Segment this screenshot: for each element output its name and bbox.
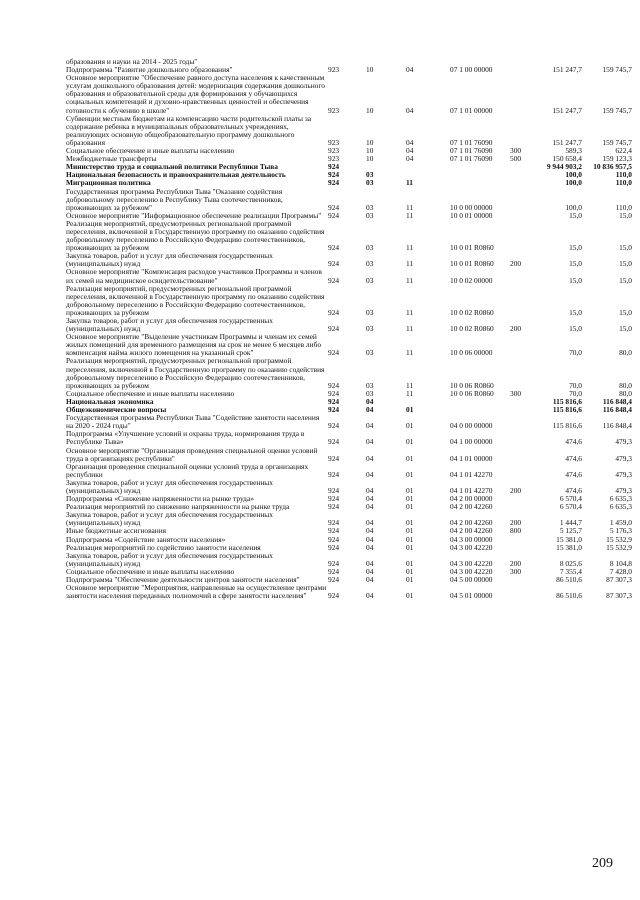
- row-expense-type: 200: [510, 518, 522, 528]
- row-amount-2021: 15,0: [569, 210, 582, 220]
- row-expense-type: 800: [510, 526, 522, 536]
- row-name: Подпрограмма «Снижение напряженности на рынке труда»: [66, 494, 254, 504]
- row-expense-type: 200: [510, 558, 522, 568]
- row-target-item: 04 2 00 42260: [450, 502, 493, 512]
- row-expense-type: 200: [510, 485, 522, 495]
- row-name: Субвенции местным бюджетам на компенсацию части родительской платы за содержание ребенка в муниципальных образовательных учреждениях, реализующих основную общеобразовательную программу дошкольного образования: [66, 113, 312, 147]
- row-amount-2021: 6 570,4: [559, 494, 582, 504]
- row-section: 03: [366, 307, 374, 317]
- row-subsection: 11: [406, 275, 414, 285]
- row-ministry-code: 924: [328, 405, 340, 415]
- row-target-item: 04 2 00 00000: [450, 494, 493, 504]
- row-ministry-code: 924: [328, 380, 340, 390]
- row-amount-2022: 7 428,0: [609, 566, 632, 576]
- row-target-item: 04 1 00 00000: [450, 437, 493, 447]
- row-subsection: 01: [406, 534, 414, 544]
- row-subsection: 11: [406, 243, 414, 253]
- row-ministry-code: 924: [328, 243, 340, 253]
- row-name: Реализация мероприятий, предусмотренных региональной программой переселения, включенной в Государственную программу по оказанию содействия добровольному переселению в Российскую Федерацию соотечественников, проживающих за рубежом: [66, 356, 325, 390]
- row-expense-type: 200: [510, 324, 522, 334]
- row-section: 03: [366, 202, 374, 212]
- row-ministry-code: 924: [328, 518, 340, 528]
- row-target-item: 04 3 00 42220: [450, 566, 493, 576]
- row-subsection: 04: [406, 65, 414, 75]
- row-amount-2021: 115 816,6: [552, 396, 582, 406]
- row-subsection: 11: [406, 348, 414, 358]
- row-name: Закупка товаров, работ и услуг для обеспечения государственных (муниципальных) нужд: [66, 510, 273, 528]
- row-section: 04: [366, 558, 374, 568]
- row-section: 10: [366, 146, 374, 156]
- row-amount-2021: 15,0: [569, 259, 582, 269]
- row-target-item: 07 1 01 76090: [450, 146, 493, 156]
- row-amount-2022: 87 307,3: [606, 575, 632, 584]
- row-amount-2021: 6 570,4: [559, 502, 582, 512]
- row-ministry-code: 924: [328, 534, 340, 544]
- row-ministry-code: 924: [328, 396, 340, 406]
- row-section: 03: [366, 348, 374, 358]
- row-section: 04: [366, 566, 374, 576]
- row-ministry-code: 924: [328, 494, 340, 504]
- row-name: Межбюджетные трансферты: [66, 154, 157, 164]
- row-target-item: 04 3 00 42220: [450, 542, 493, 552]
- row-amount-2021: 70,0: [569, 380, 582, 390]
- row-subsection: 01: [406, 566, 414, 576]
- row-section: 03: [366, 388, 374, 398]
- row-section: 03: [366, 170, 374, 180]
- row-ministry-code: 923: [328, 105, 340, 115]
- row-name: Иные бюджетные ассигнования: [66, 526, 167, 536]
- table-row: [66, 413, 632, 431]
- table-row: [66, 218, 632, 253]
- row-subsection: 01: [406, 494, 414, 504]
- row-name: Социальное обеспечение и иные выплаты населению: [66, 388, 235, 398]
- row-amount-2022: 80,0: [619, 388, 632, 398]
- row-amount-2022: 15,0: [619, 243, 632, 253]
- row-amount-2022: 116 848,4: [602, 421, 632, 431]
- row-subsection: 01: [406, 558, 414, 568]
- row-name: Общеэкономические вопросы: [66, 405, 167, 415]
- row-amount-2022: 87 307,3: [606, 591, 632, 601]
- row-target-item: 10 0 02 R0860: [450, 324, 494, 334]
- row-subsection: 01: [406, 575, 414, 584]
- row-name: Подпрограмма «Содействие занятости населения»: [66, 534, 226, 544]
- row-ministry-code: 924: [328, 502, 340, 512]
- row-amount-2022: 15,0: [619, 307, 632, 317]
- table-row: [66, 73, 632, 115]
- row-amount-2022: 1 459,0: [609, 518, 632, 528]
- row-amount-2021: 474,6: [565, 437, 582, 447]
- row-name: Основное мероприятие "Мероприятия, направленные на осуществление центрами занятости населения переданных полномочий в сфере занятости населения": [66, 583, 327, 601]
- row-section: 04: [366, 396, 374, 406]
- row-target-item: 10 0 01 R0860: [450, 243, 494, 253]
- row-target-item: 04 2 00 42260: [450, 518, 493, 528]
- row-expense-type: 300: [510, 388, 522, 398]
- row-amount-2022: 479,3: [615, 469, 632, 479]
- page-number: 209: [592, 856, 613, 871]
- row-target-item: 07 1 01 00000: [450, 105, 493, 115]
- row-amount-2022: 479,3: [615, 437, 632, 447]
- row-amount-2021: 15,0: [569, 243, 582, 253]
- row-ministry-code: 924: [328, 388, 340, 398]
- row-section: 04: [366, 437, 374, 447]
- row-target-item: 10 0 01 R0860: [450, 259, 494, 269]
- row-target-item: 10 0 06 R0860: [450, 388, 494, 398]
- row-subsection: 01: [406, 453, 414, 463]
- row-name: Государственная программа Республики Тыва "Оказание содействия добровольному переселению в Республику Тыва соотечественников, проживающих за рубежом": [66, 186, 283, 212]
- row-section: 10: [366, 137, 374, 147]
- row-subsection: 04: [406, 146, 414, 156]
- row-ministry-code: 924: [328, 542, 340, 552]
- row-target-item: 10 0 02 R0860: [450, 307, 494, 317]
- row-ministry-code: 924: [328, 453, 340, 463]
- row-amount-2022: 110,0: [615, 202, 632, 212]
- row-subsection: 11: [406, 202, 414, 212]
- row-ministry-code: 924: [328, 170, 340, 180]
- table-row: [66, 429, 632, 447]
- table-row: [66, 356, 632, 390]
- row-amount-2021: 86 510,6: [556, 575, 582, 584]
- row-target-item: 04 5 00 00000: [450, 575, 493, 584]
- row-amount-2022: 10 836 957,5: [593, 162, 632, 172]
- row-amount-2021: 15,0: [569, 324, 582, 334]
- row-section: 04: [366, 502, 374, 512]
- row-amount-2021: 151 247,7: [552, 137, 582, 147]
- row-target-item: 04 1 01 42270: [450, 485, 493, 495]
- row-ministry-code: 923: [328, 65, 340, 75]
- row-section: 04: [366, 494, 374, 504]
- row-section: 04: [366, 591, 374, 601]
- table-row: [66, 550, 632, 568]
- row-subsection: 01: [406, 405, 414, 415]
- row-target-item: 10 0 06 00000: [450, 348, 493, 358]
- row-target-item: 07 1 01 76090: [450, 137, 493, 147]
- row-name: Национальная безопасность и правоохранительная деятельность: [66, 170, 286, 180]
- row-name: Подпрограмма «Улучшение условий и охраны труда, нормирования труда в Республике Тыва»: [66, 429, 305, 447]
- row-target-item: 04 1 01 42270: [450, 469, 493, 479]
- row-amount-2021: 15,0: [569, 275, 582, 285]
- row-subsection: 04: [406, 137, 414, 147]
- table-row: [66, 251, 632, 269]
- row-name: Основное мероприятие "Выделение участникам Программы и членам их семей жилых помещений для временного размещения на срок не менее 6 месяцев либо компенсация найма жилого помещения на указанный срок": [66, 332, 322, 358]
- row-name: Основное мероприятие "Обеспечение равного доступа населения к качественным услугам дошкольного образования детей: модернизация содержания дошкольного образования и образовательной среды для формирования у обучающихся социальных компетенций и духовно-нравственных ценностей и обеспечения готовности к обучению в школе": [66, 73, 325, 115]
- table-row: [66, 316, 632, 334]
- row-subsection: 01: [406, 502, 414, 512]
- row-amount-2022: 6 635,3: [609, 502, 632, 512]
- row-subsection: 01: [406, 421, 414, 431]
- row-amount-2021: 474,6: [565, 485, 582, 495]
- row-ministry-code: 924: [328, 307, 340, 317]
- row-section: 03: [366, 324, 374, 334]
- row-amount-2021: 86 510,6: [556, 591, 582, 601]
- row-amount-2021: 100,0: [565, 202, 582, 212]
- row-ministry-code: 924: [328, 348, 340, 358]
- table-row: [66, 332, 632, 358]
- row-section: 04: [366, 526, 374, 536]
- row-amount-2021: 15 381,0: [556, 542, 582, 552]
- row-section: 04: [366, 518, 374, 528]
- row-name: Государственная программа Республики Тыва "Содействие занятости населения на 2020 - 2024 годы": [66, 413, 320, 431]
- row-section: 03: [366, 210, 374, 220]
- row-name: Закупка товаров, работ и услуг для обеспечения государственных (муниципальных) нужд: [66, 316, 273, 334]
- row-subsection: 11: [406, 178, 413, 188]
- row-amount-2021: 100,0: [565, 178, 582, 188]
- row-amount-2022: 80,0: [619, 348, 632, 358]
- table-row: [66, 267, 632, 285]
- row-amount-2022: 116 848,4: [602, 405, 632, 415]
- row-target-item: 10 0 00 00000: [450, 202, 493, 212]
- row-section: 03: [366, 243, 374, 253]
- table-row: [66, 186, 632, 212]
- row-section: 04: [366, 469, 374, 479]
- row-subsection: 11: [406, 388, 414, 398]
- row-target-item: 04 0 00 00000: [450, 421, 493, 431]
- row-amount-2021: 15 381,0: [556, 534, 582, 544]
- row-target-item: 10 0 01 00000: [450, 210, 493, 220]
- row-ministry-code: 924: [328, 259, 340, 269]
- row-ministry-code: 923: [328, 146, 340, 156]
- row-name: Основное мероприятие "Информационное обеспечение реализации Программы": [66, 210, 322, 220]
- row-section: 03: [366, 380, 374, 390]
- row-amount-2022: 15 532,9: [606, 542, 632, 552]
- row-name: Национальная экономика: [66, 396, 154, 406]
- row-amount-2022: 110,0: [615, 178, 632, 188]
- row-ministry-code: 924: [328, 202, 340, 212]
- row-amount-2021: 115 816,6: [552, 421, 582, 431]
- row-target-item: 04 3 00 42220: [450, 558, 493, 568]
- row-section: 03: [366, 275, 374, 285]
- row-amount-2021: 115 816,6: [552, 405, 582, 415]
- row-amount-2022: 479,3: [615, 453, 632, 463]
- row-section: 03: [366, 178, 374, 188]
- row-amount-2022: 159 745,7: [602, 105, 632, 115]
- row-name: Закупка товаров, работ и услуг для обеспечения государственных (муниципальных) нужд: [66, 477, 273, 495]
- row-section: 04: [366, 453, 374, 463]
- row-name: Реализация мероприятий, предусмотренных региональной программой переселения, включенной в Государственную программу по оказанию содействия добровольному переселению в Российскую Федерацию соотечественников, проживающих за рубежом: [66, 218, 325, 253]
- row-subsection: 01: [406, 518, 414, 528]
- row-amount-2022: 15,0: [619, 324, 632, 334]
- row-amount-2021: 474,6: [565, 469, 582, 479]
- table-row: [66, 113, 632, 147]
- row-target-item: 04 3 00 00000: [450, 534, 493, 544]
- row-section: 10: [366, 65, 374, 75]
- row-name: Социальное обеспечение и иные выплаты населению: [66, 146, 235, 156]
- row-amount-2021: 474,6: [565, 453, 582, 463]
- row-amount-2022: 15,0: [619, 210, 632, 220]
- row-name: Подпрограмма "Развитие дошкольного образования": [66, 65, 233, 75]
- row-name: Реализация мероприятий по снижению напряженности на рынке труда: [66, 502, 290, 512]
- row-section: 04: [366, 534, 374, 544]
- row-amount-2022: 80,0: [619, 380, 632, 390]
- row-subsection: 11: [406, 324, 414, 334]
- row-target-item: 07 1 01 76090: [450, 154, 493, 164]
- table-row: [66, 283, 632, 317]
- row-amount-2022: 5 176,3: [609, 526, 632, 536]
- row-ministry-code: 924: [328, 469, 340, 479]
- row-subsection: 11: [406, 307, 414, 317]
- row-name: Реализация мероприятий, предусмотренных региональной программой переселения, включенной в Государственную программу по оказанию содействия добровольному переселению в Российскую Федерацию соотечественников, проживающих за рубежом: [66, 283, 325, 317]
- row-subsection: 01: [406, 469, 414, 479]
- row-amount-2022: 159 123,3: [602, 154, 632, 164]
- row-ministry-code: 924: [328, 162, 340, 172]
- row-target-item: 04 1 01 00000: [450, 453, 493, 463]
- row-ministry-code: 924: [328, 421, 340, 431]
- row-ministry-code: 924: [328, 437, 340, 447]
- row-name: Социальное обеспечение и иные выплаты населению: [66, 566, 235, 576]
- row-amount-2022: 15,0: [619, 259, 632, 269]
- row-ministry-code: 923: [328, 154, 340, 164]
- row-ministry-code: 924: [328, 324, 340, 334]
- row-name: Основное мероприятие "Организация проведения специальной оценки условий труда в организациях республики": [66, 445, 318, 463]
- row-amount-2021: 7 355,4: [559, 566, 582, 576]
- row-ministry-code: 923: [328, 137, 340, 147]
- row-subsection: 04: [406, 154, 414, 164]
- row-amount-2022: 159 745,7: [602, 137, 632, 147]
- row-subsection: 01: [406, 591, 414, 601]
- row-subsection: 01: [406, 485, 414, 495]
- row-amount-2021: 9 944 903,2: [546, 162, 582, 172]
- row-ministry-code: 924: [328, 275, 340, 285]
- row-amount-2022: 6 635,3: [609, 494, 632, 504]
- row-amount-2022: 110,0: [615, 170, 632, 180]
- row-section: 04: [366, 421, 374, 431]
- table-row: [66, 510, 632, 528]
- row-subsection: 04: [406, 105, 414, 115]
- table-row: [66, 461, 632, 479]
- budget-table: [66, 57, 632, 601]
- row-subsection: 11: [406, 259, 414, 269]
- row-section: 04: [366, 485, 374, 495]
- row-amount-2021: 8 025,6: [559, 558, 582, 568]
- row-target-item: 07 1 00 00000: [450, 65, 493, 75]
- row-expense-type: 300: [510, 566, 522, 576]
- row-expense-type: 500: [510, 154, 522, 164]
- row-name: Закупка товаров, работ и услуг для обеспечения государственных (муниципальных) нужд: [66, 550, 273, 568]
- row-amount-2021: 70,0: [569, 348, 582, 358]
- row-amount-2021: 150 658,4: [552, 154, 582, 164]
- row-section: 10: [366, 105, 374, 115]
- row-amount-2022: 116 848,4: [602, 396, 632, 406]
- row-ministry-code: 924: [328, 485, 340, 495]
- row-amount-2022: 622,4: [615, 146, 632, 156]
- row-expense-type: 200: [510, 259, 522, 269]
- row-ministry-code: 924: [328, 591, 340, 601]
- row-section: 10: [366, 154, 374, 164]
- row-amount-2021: 15,0: [569, 307, 582, 317]
- row-ministry-code: 924: [328, 566, 340, 576]
- table-row: [66, 445, 632, 463]
- row-target-item: 10 0 02 00000: [450, 275, 493, 285]
- row-amount-2022: 159 745,7: [602, 65, 632, 75]
- row-expense-type: 300: [510, 146, 522, 156]
- row-name: Основное мероприятие "Компенсация расходов участников Программы и членов их семей на медицинское освидетельствование": [66, 267, 322, 285]
- row-ministry-code: 924: [328, 210, 340, 220]
- row-amount-2021: 151 247,7: [552, 65, 582, 75]
- row-name: Реализация мероприятий по содействию занятости населения: [66, 542, 261, 552]
- row-amount-2021: 151 247,7: [552, 105, 582, 115]
- row-amount-2022: 8 104,8: [609, 558, 632, 568]
- table-row: [66, 477, 632, 495]
- row-subsection: 11: [406, 210, 414, 220]
- row-target-item: 10 0 06 R0860: [450, 380, 494, 390]
- row-amount-2022: 479,3: [615, 485, 632, 495]
- row-section: 04: [366, 405, 374, 415]
- row-name: образования и науки на 2014 - 2025 годы": [66, 57, 198, 66]
- row-section: 03: [366, 259, 374, 269]
- row-ministry-code: 924: [328, 178, 340, 188]
- row-amount-2022: 15,0: [619, 275, 632, 285]
- row-subsection: 01: [406, 542, 414, 552]
- row-subsection: 11: [406, 380, 414, 390]
- row-section: 04: [366, 575, 374, 584]
- row-amount-2021: 1 444,7: [559, 518, 582, 528]
- row-name: Миграционная политика: [66, 178, 151, 188]
- row-ministry-code: 924: [328, 558, 340, 568]
- row-name: Министерство труда и социальной политики Республики Тыва: [66, 162, 278, 172]
- table-row: [66, 583, 632, 601]
- row-subsection: 01: [406, 437, 414, 447]
- row-target-item: 04 5 01 00000: [450, 591, 493, 601]
- row-ministry-code: 924: [328, 575, 340, 584]
- row-amount-2021: 589,3: [565, 146, 582, 156]
- row-subsection: 01: [406, 526, 414, 536]
- row-name: Закупка товаров, работ и услуг для обеспечения государственных (муниципальных) нужд: [66, 251, 273, 269]
- row-section: 04: [366, 542, 374, 552]
- row-amount-2021: 100,0: [565, 170, 582, 180]
- row-amount-2022: 15 532,9: [606, 534, 632, 544]
- row-name: Подпрограмма "Обеспечение деятельности центров занятости населения": [66, 575, 300, 584]
- row-amount-2021: 70,0: [569, 388, 582, 398]
- row-target-item: 04 2 00 42260: [450, 526, 493, 536]
- row-ministry-code: 924: [328, 526, 340, 536]
- row-amount-2021: 5 125,7: [559, 526, 582, 536]
- row-name: Организация проведения специальной оценки условий труда в организациях республики: [66, 461, 309, 479]
